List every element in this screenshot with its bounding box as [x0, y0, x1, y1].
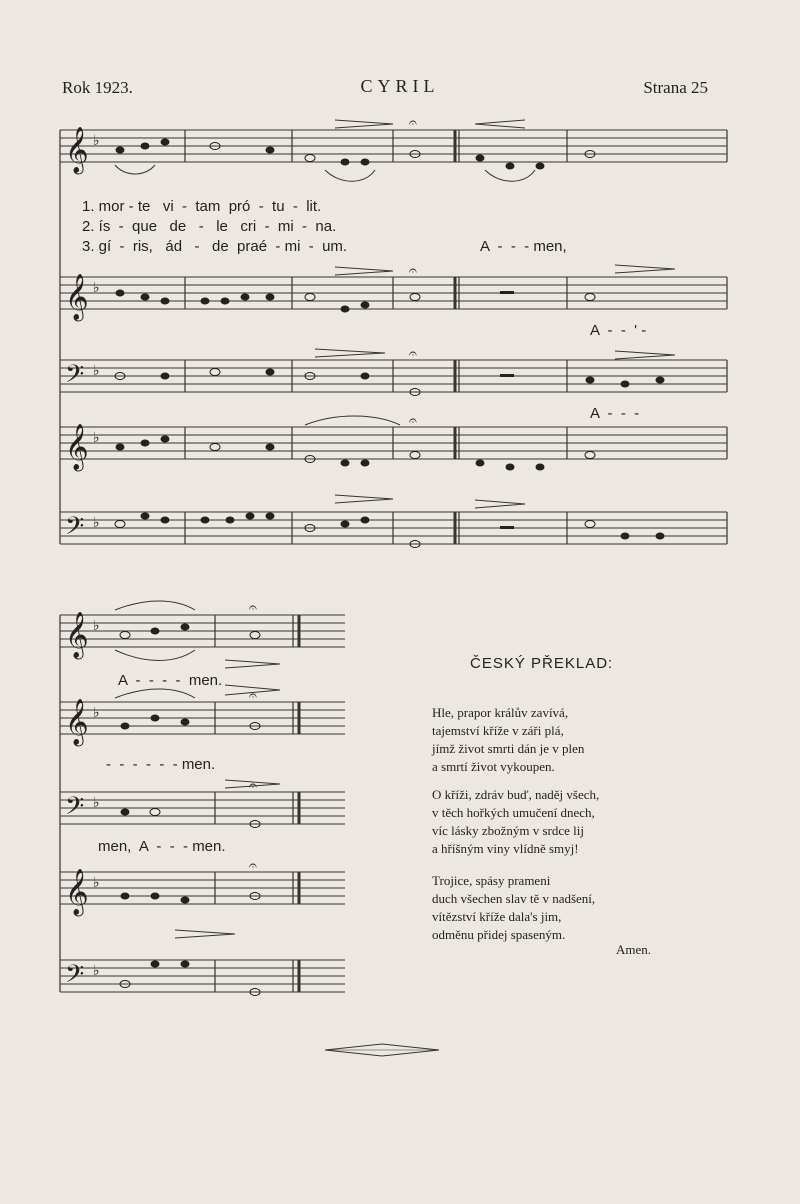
lyrics-system2-alto: - - - - - - men.: [106, 756, 216, 773]
stanza-line: a hříšným viny vlídně smyj!: [432, 841, 579, 856]
svg-text:𝄢: 𝄢: [65, 512, 85, 547]
lyrics-verse-3: 3. gí - ris, ád - de praé - mi - um.: [82, 238, 348, 255]
svg-text:𝄢: 𝄢: [65, 360, 85, 395]
svg-text:𝄞: 𝄞: [65, 274, 89, 320]
svg-text:♭: ♭: [93, 515, 100, 531]
translation-stanza-1: [432, 704, 584, 776]
lyrics-verse-2: 2. ís - que de - le cri - mi - na.: [82, 218, 337, 235]
svg-text:𝄞: 𝄞: [65, 424, 89, 470]
svg-text:♭: ♭: [93, 618, 100, 634]
svg-text:♭: ♭: [93, 280, 100, 296]
stanza-line: O kříži, zdráv buď, naděj všech,: [432, 787, 600, 802]
staff-system-2: [55, 600, 355, 1010]
divider-ornament: [325, 1040, 440, 1060]
svg-text:𝄐: 𝄐: [249, 858, 257, 874]
lyrics-amen-bass: A - - -: [590, 405, 640, 422]
svg-text:𝄢: 𝄢: [65, 792, 85, 827]
translation-stanza-2: [432, 786, 599, 858]
stanza-line: v těch hořkých umučení dnech,: [432, 805, 595, 820]
translation-stanza-3: [432, 872, 595, 944]
header-page-number: Strana 25: [643, 78, 708, 97]
stanza-line: vítězství kříže dala's jim,: [432, 909, 562, 924]
stanza-line: a smrtí život vykoupen.: [432, 759, 555, 774]
svg-text:𝄞: 𝄞: [65, 869, 89, 915]
svg-text:♭: ♭: [93, 795, 100, 811]
svg-text:𝄐: 𝄐: [409, 346, 417, 362]
svg-text:♭: ♭: [93, 363, 100, 379]
svg-text:𝄐: 𝄐: [249, 778, 257, 794]
svg-text:𝄞: 𝄞: [65, 699, 89, 745]
svg-text:♭: ♭: [93, 430, 100, 446]
staff-system-1: [55, 115, 735, 565]
header-title: CYRIL: [360, 76, 440, 96]
stanza-line: Hle, prapor králův zavívá,: [432, 705, 569, 720]
lyrics-verse-1: 1. mor - te vi - tam pró - tu - lit.: [82, 198, 322, 215]
translation-title: ČESKÝ PŘEKLAD:: [470, 655, 614, 672]
stanza-line: duch všechen slav tě v nadšení,: [432, 891, 596, 906]
translation-amen: Amen.: [616, 942, 652, 957]
svg-text:♭: ♭: [93, 963, 100, 979]
stanza-line: jímž život smrti dán je v plen: [432, 741, 585, 756]
lyrics-amen-alto: A - - ' -: [590, 322, 647, 339]
svg-text:𝄞: 𝄞: [65, 127, 89, 173]
svg-text:𝄐: 𝄐: [409, 263, 417, 279]
stanza-line: víc lásky zbožným v srdce lij: [432, 823, 584, 838]
stanza-line: Trojice, spásy prameni: [432, 873, 551, 888]
svg-text:♭: ♭: [93, 875, 100, 891]
svg-text:♭: ♭: [93, 705, 100, 721]
svg-text:𝄐: 𝄐: [249, 688, 257, 704]
svg-text:𝄞: 𝄞: [65, 612, 89, 658]
svg-text:𝄐: 𝄐: [409, 413, 417, 429]
lyrics-system2-tenor: men, A - - - men.: [98, 838, 226, 855]
svg-text:𝄐: 𝄐: [249, 600, 257, 616]
svg-text:𝄐: 𝄐: [409, 115, 417, 131]
stanza-line: tajemství kříže v záři plá,: [432, 723, 564, 738]
stanza-line: odměnu přidej spaseným.: [432, 927, 566, 942]
svg-text:♭: ♭: [93, 133, 100, 149]
lyrics-amen-top: A - - - men,: [480, 238, 567, 255]
svg-text:𝄢: 𝄢: [65, 960, 85, 995]
header-year: Rok 1923.: [62, 78, 133, 97]
lyrics-system2-soprano: A - - - - men.: [118, 672, 223, 689]
